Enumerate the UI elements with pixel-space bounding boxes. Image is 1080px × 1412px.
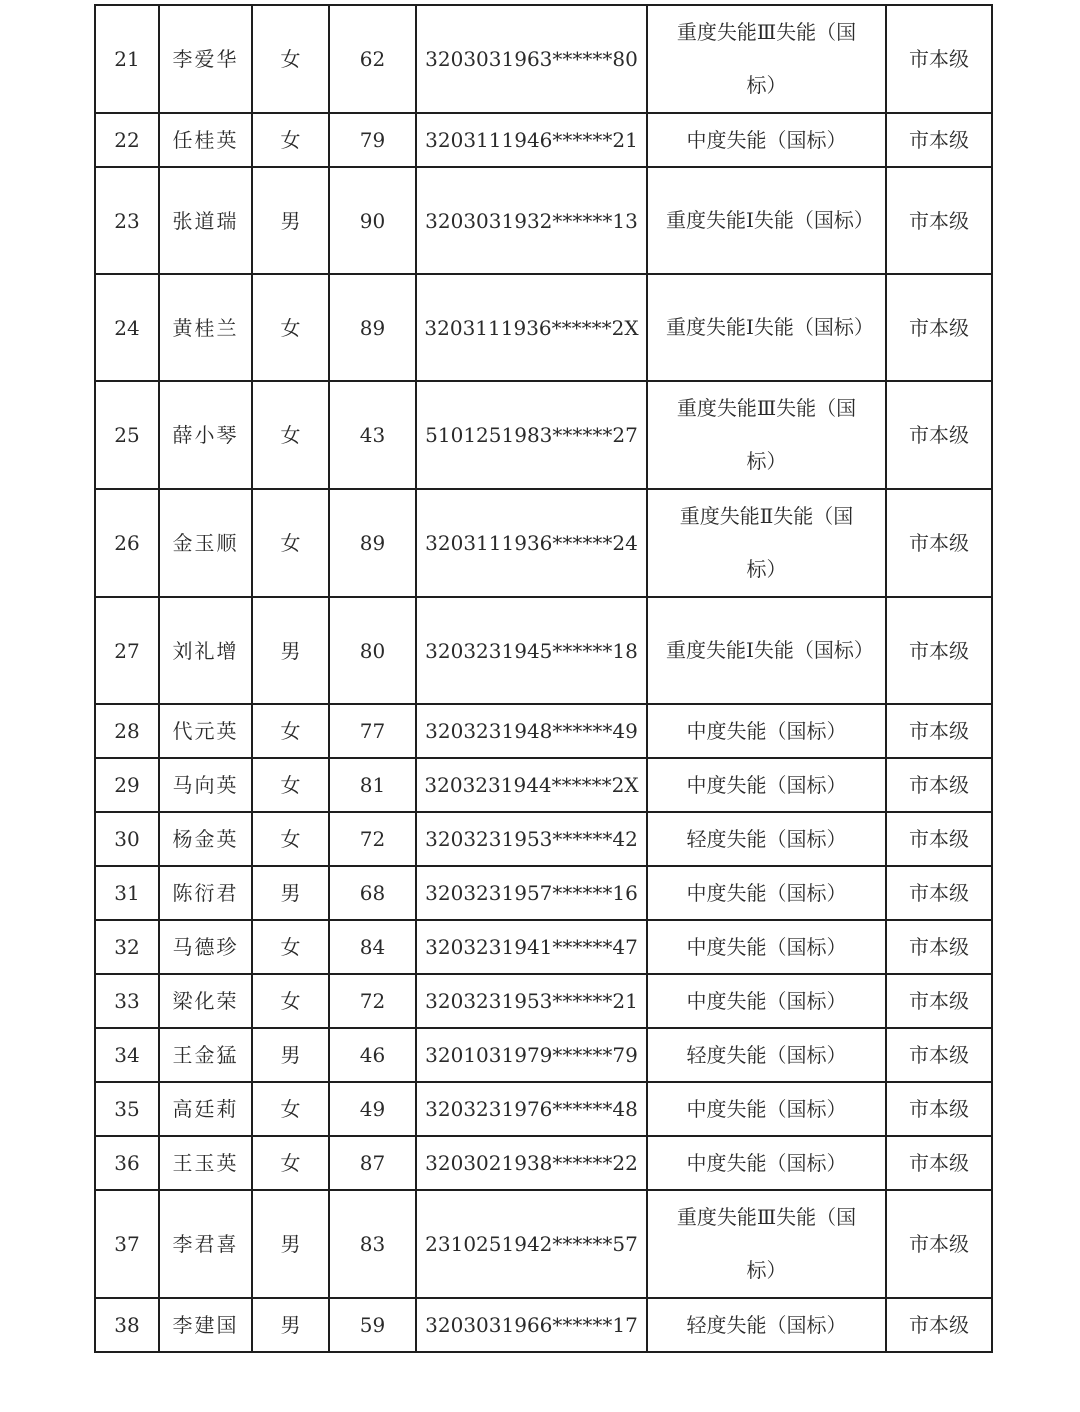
row-number: 24 [95, 274, 159, 381]
person-name: 马德珍 [159, 920, 252, 974]
sex: 男 [252, 1298, 329, 1352]
sex: 男 [252, 1028, 329, 1082]
id-number: 3203231957******16 [416, 866, 647, 920]
age: 68 [329, 866, 416, 920]
admin-area: 市本级 [886, 812, 992, 866]
admin-area: 市本级 [886, 704, 992, 758]
admin-area: 市本级 [886, 974, 992, 1028]
age: 83 [329, 1190, 416, 1298]
person-name: 张道瑞 [159, 167, 252, 274]
admin-area: 市本级 [886, 489, 992, 597]
sex: 女 [252, 1136, 329, 1190]
table-row [95, 113, 992, 167]
row-number: 38 [95, 1298, 159, 1352]
admin-area: 市本级 [886, 1298, 992, 1352]
person-name: 金玉顺 [159, 489, 252, 597]
table-row [95, 1136, 992, 1190]
id-number: 2310251942******57 [416, 1190, 647, 1298]
person-name: 马向英 [159, 758, 252, 812]
age: 79 [329, 113, 416, 167]
admin-area: 市本级 [886, 167, 992, 274]
table-row [95, 704, 992, 758]
row-number: 25 [95, 381, 159, 489]
age: 84 [329, 920, 416, 974]
row-number: 30 [95, 812, 159, 866]
age: 77 [329, 704, 416, 758]
row-number: 31 [95, 866, 159, 920]
row-number: 35 [95, 1082, 159, 1136]
table-row [95, 1028, 992, 1082]
disability-level: 中度失能（国标） [647, 758, 886, 812]
sex: 女 [252, 920, 329, 974]
table-row [95, 812, 992, 866]
disability-level: 中度失能（国标） [647, 1136, 886, 1190]
disability-level: 重度失能Ⅲ失能（国标） [647, 1190, 886, 1298]
admin-area: 市本级 [886, 920, 992, 974]
admin-area: 市本级 [886, 1082, 992, 1136]
person-name: 杨金英 [159, 812, 252, 866]
age: 89 [329, 489, 416, 597]
id-number: 3203031963******80 [416, 5, 647, 113]
table-row [95, 974, 992, 1028]
person-name: 刘礼增 [159, 597, 252, 704]
age: 89 [329, 274, 416, 381]
age: 62 [329, 5, 416, 113]
admin-area: 市本级 [886, 597, 992, 704]
table-row [95, 167, 992, 274]
table-row [95, 758, 992, 812]
table-row [95, 1298, 992, 1352]
sex: 女 [252, 1082, 329, 1136]
id-number: 3203231948******49 [416, 704, 647, 758]
sex: 男 [252, 1190, 329, 1298]
id-number: 3203231953******21 [416, 974, 647, 1028]
disability-level: 中度失能（国标） [647, 1082, 886, 1136]
disability-assessment-table-container [94, 4, 991, 1353]
id-number: 3203111936******2X [416, 274, 647, 381]
disability-level: 重度失能Ⅲ失能（国标） [647, 381, 886, 489]
row-number: 32 [95, 920, 159, 974]
id-number: 5101251983******27 [416, 381, 647, 489]
age: 80 [329, 597, 416, 704]
row-number: 27 [95, 597, 159, 704]
row-number: 29 [95, 758, 159, 812]
person-name: 薛小琴 [159, 381, 252, 489]
table-row [95, 1190, 992, 1298]
admin-area: 市本级 [886, 113, 992, 167]
sex: 女 [252, 812, 329, 866]
id-number: 3201031979******79 [416, 1028, 647, 1082]
age: 43 [329, 381, 416, 489]
sex: 女 [252, 5, 329, 113]
sex: 女 [252, 974, 329, 1028]
disability-level: 重度失能Ⅰ失能（国标） [647, 167, 886, 274]
row-number: 34 [95, 1028, 159, 1082]
disability-level: 中度失能（国标） [647, 704, 886, 758]
age: 81 [329, 758, 416, 812]
table-row [95, 866, 992, 920]
id-number: 3203111946******21 [416, 113, 647, 167]
age: 59 [329, 1298, 416, 1352]
age: 46 [329, 1028, 416, 1082]
sex: 男 [252, 597, 329, 704]
admin-area: 市本级 [886, 381, 992, 489]
age: 90 [329, 167, 416, 274]
row-number: 22 [95, 113, 159, 167]
disability-level: 轻度失能（国标） [647, 812, 886, 866]
table-row [95, 1082, 992, 1136]
row-number: 37 [95, 1190, 159, 1298]
id-number: 3203231944******2X [416, 758, 647, 812]
table-row [95, 489, 992, 597]
admin-area: 市本级 [886, 1028, 992, 1082]
person-name: 王金猛 [159, 1028, 252, 1082]
id-number: 3203231976******48 [416, 1082, 647, 1136]
person-name: 李建国 [159, 1298, 252, 1352]
id-number: 3203031966******17 [416, 1298, 647, 1352]
disability-level: 中度失能（国标） [647, 113, 886, 167]
age: 72 [329, 812, 416, 866]
sex: 男 [252, 167, 329, 274]
sex: 男 [252, 866, 329, 920]
disability-level: 中度失能（国标） [647, 974, 886, 1028]
person-name: 任桂英 [159, 113, 252, 167]
age: 49 [329, 1082, 416, 1136]
sex: 女 [252, 758, 329, 812]
disability-level: 中度失能（国标） [647, 866, 886, 920]
disability-level: 轻度失能（国标） [647, 1028, 886, 1082]
person-name: 高廷莉 [159, 1082, 252, 1136]
admin-area: 市本级 [886, 1190, 992, 1298]
person-name: 梁化荣 [159, 974, 252, 1028]
sex: 女 [252, 489, 329, 597]
id-number: 3203111936******24 [416, 489, 647, 597]
age: 72 [329, 974, 416, 1028]
table-row [95, 381, 992, 489]
sex: 女 [252, 274, 329, 381]
admin-area: 市本级 [886, 5, 992, 113]
id-number: 3203021938******22 [416, 1136, 647, 1190]
disability-level: 重度失能Ⅰ失能（国标） [647, 597, 886, 704]
table-row [95, 5, 992, 113]
id-number: 3203231953******42 [416, 812, 647, 866]
row-number: 21 [95, 5, 159, 113]
admin-area: 市本级 [886, 274, 992, 381]
table-row [95, 920, 992, 974]
id-number: 3203231941******47 [416, 920, 647, 974]
sex: 女 [252, 381, 329, 489]
disability-level: 中度失能（国标） [647, 920, 886, 974]
disability-level: 重度失能Ⅰ失能（国标） [647, 274, 886, 381]
person-name: 代元英 [159, 704, 252, 758]
id-number: 3203031932******13 [416, 167, 647, 274]
row-number: 36 [95, 1136, 159, 1190]
disability-level: 重度失能Ⅲ失能（国标） [647, 5, 886, 113]
person-name: 陈衍君 [159, 866, 252, 920]
row-number: 28 [95, 704, 159, 758]
row-number: 33 [95, 974, 159, 1028]
table-row [95, 597, 992, 704]
disability-level: 轻度失能（国标） [647, 1298, 886, 1352]
age: 87 [329, 1136, 416, 1190]
admin-area: 市本级 [886, 866, 992, 920]
person-name: 李爱华 [159, 5, 252, 113]
disability-assessment-table [94, 4, 993, 1353]
table-row [95, 274, 992, 381]
row-number: 26 [95, 489, 159, 597]
person-name: 王玉英 [159, 1136, 252, 1190]
row-number: 23 [95, 167, 159, 274]
sex: 女 [252, 704, 329, 758]
sex: 女 [252, 113, 329, 167]
person-name: 黄桂兰 [159, 274, 252, 381]
person-name: 李君喜 [159, 1190, 252, 1298]
admin-area: 市本级 [886, 758, 992, 812]
id-number: 3203231945******18 [416, 597, 647, 704]
disability-level: 重度失能Ⅱ失能（国标） [647, 489, 886, 597]
admin-area: 市本级 [886, 1136, 992, 1190]
